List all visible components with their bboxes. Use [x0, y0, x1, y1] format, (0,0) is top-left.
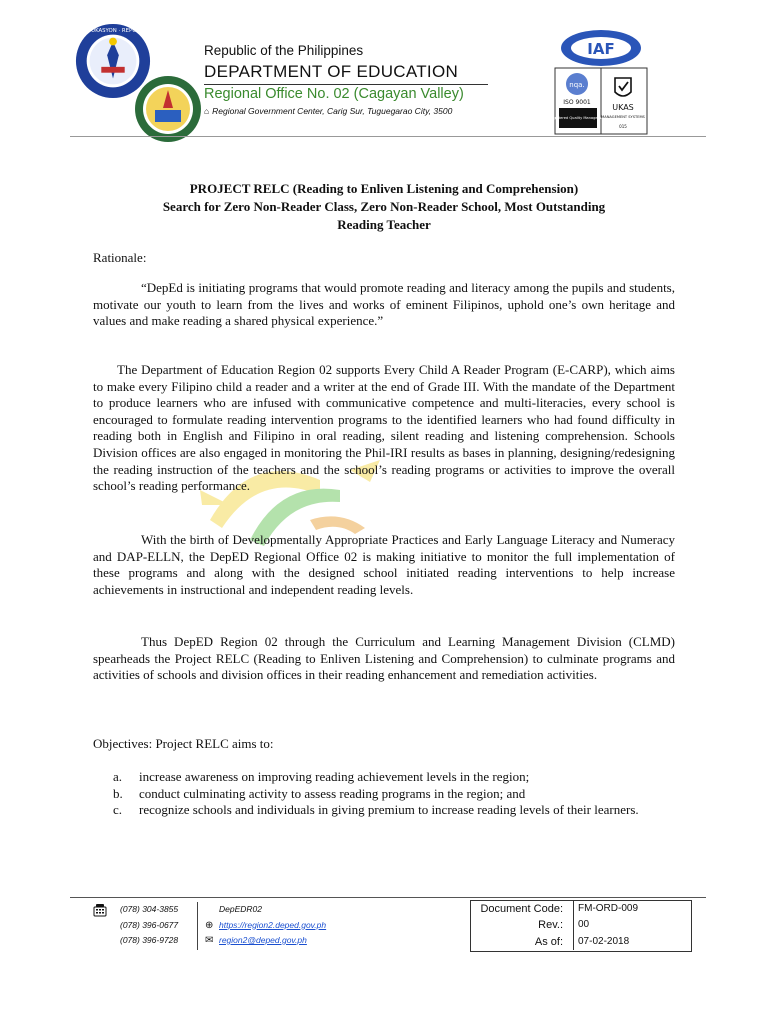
iaf-label: IAF [587, 40, 615, 58]
doc-label: Document Code: [480, 903, 563, 915]
objectives-label: Objectives: Project RELC aims to: [93, 736, 274, 751]
iso-label: ISO 9001 [563, 99, 591, 106]
certification-logos [548, 28, 647, 134]
header-department: DEPARTMENT OF EDUCATION [204, 62, 459, 81]
doc-row [471, 901, 691, 917]
objectives-list [113, 769, 675, 819]
rationale-quote: “DepEd is initiating programs that would promote reading and literacy among the pupils and students, motivate our youth to learn from the lives and works of eminent Filipinos, uphold one’s own heritage and values and make reading a shared physical experience.” [93, 280, 675, 329]
header-divider [70, 136, 706, 137]
rationale-paragraph-1: The Department of Education Region 02 supports Every Child A Reader Program (E-CARP), which aims to make every Filipino child a reader and a writer at the end of Grade III. With the mandate of the Department to produce learners who are infused with communicative competence and multi-literacies, every school is encouraged to formulate reading intervention programs to the identified learners who had found difficulty in reading both in English and Filipino in oral reading, silent reading and listening comprehension. Schools Division offices are also engaged in monitoring the Phil-IRI results as bases in planning, designing/redesigning the reading instruction of the teachers and the school’s reading programs or activities to improve the overall school’s reading performance. [93, 362, 675, 494]
document-title [80, 180, 688, 234]
doc-row [471, 917, 691, 933]
ukas-label: UKAS [612, 103, 634, 112]
doc-label: Rev.: [538, 919, 563, 932]
building-icon: ⌂ [204, 106, 210, 116]
list-marker: c. [113, 802, 123, 818]
doc-value: 00 [573, 917, 691, 933]
phone-number: (078) 396-9728 [120, 935, 179, 945]
title-line-2: Search for Zero Non-Reader Class, Zero Non-Reader School, Most Outstanding [162, 199, 606, 214]
header-region: Regional Office No. 02 (Cagayan Valley) [204, 86, 464, 102]
ukas-number: 015 [619, 124, 627, 129]
phone-number: (078) 304-3855 [120, 904, 179, 914]
rationale-paragraph-2: With the birth of Developmentally Appropriate Practices and Early Language Literacy and Numeracy and DAP-ELLN, the DepED Regional Office 02 is making initiative to monitor the full implementation of these programs and along with the designed school initiated reading interventions to help increase achievements in instructional and independent reading levels. [93, 532, 675, 597]
footer-divider [70, 897, 706, 898]
social-handle[interactable]: DepEDR02 [219, 904, 262, 914]
footer-contacts [205, 902, 326, 949]
header-address-text: Regional Government Center, Carig Sur, Tuguegarao City, 3500 [212, 106, 453, 116]
title-line-3: Reading Teacher [337, 217, 431, 232]
list-item [113, 786, 675, 803]
doc-value: FM-ORD-009 [573, 901, 691, 917]
email-row [205, 933, 326, 949]
header-address [204, 106, 452, 116]
header-rule [204, 84, 488, 85]
globe-icon: ⊕ [205, 919, 214, 931]
list-marker: b. [113, 785, 123, 801]
seal-ring-text: KAGAWARAN NG EDUKASYON · REPUBLIKA NG PILIPINAS [37, 27, 189, 34]
title-line-1: PROJECT RELC (Reading to Enliven Listening and Comprehension) [189, 181, 579, 196]
doc-row [471, 934, 691, 950]
phone-number: (078) 396-0677 [120, 919, 179, 930]
regional-office-seal-logo [133, 74, 203, 144]
list-text: increase awareness on improving reading achievement levels in the region; [139, 769, 530, 784]
website-row [205, 918, 326, 934]
footer-phones [120, 902, 178, 949]
list-text: conduct culminating activity to assess reading programs in the region; and [139, 785, 526, 801]
doc-value: 07-02-2018 [573, 934, 691, 950]
rationale-paragraph-3: Thus DepED Region 02 through the Curriculum and Learning Management Division (CLMD) spearheads the Project RELC (Reading to Enliven Listening and Comprehension) to culminate programs and activities of schools and division offices in their reading enhancement and remediation activities. [93, 634, 675, 683]
phone-icon [93, 903, 107, 917]
list-text: recognize schools and individuals in giving premium to increase reading levels of their learners. [139, 802, 639, 818]
nqa-label: nqa. [569, 81, 585, 89]
list-item [113, 769, 675, 786]
website-link[interactable]: https://region2.deped.gov.ph [219, 919, 327, 930]
list-item [113, 802, 675, 819]
rationale-label: Rationale: [93, 250, 147, 265]
ukas-sub-label: MANAGEMENT SYSTEMS [601, 115, 645, 119]
footer-separator [197, 902, 198, 950]
iso-sub-label: Registered Quality Management [548, 116, 608, 120]
header-republic: Republic of the Philippines [204, 43, 364, 58]
document-control-box [470, 900, 692, 952]
email-link[interactable]: region2@deped.gov.ph [219, 935, 307, 945]
list-marker: a. [113, 769, 123, 784]
doc-label: As of: [534, 935, 563, 948]
social-row [205, 902, 326, 918]
envelope-icon: ✉ [205, 935, 214, 946]
